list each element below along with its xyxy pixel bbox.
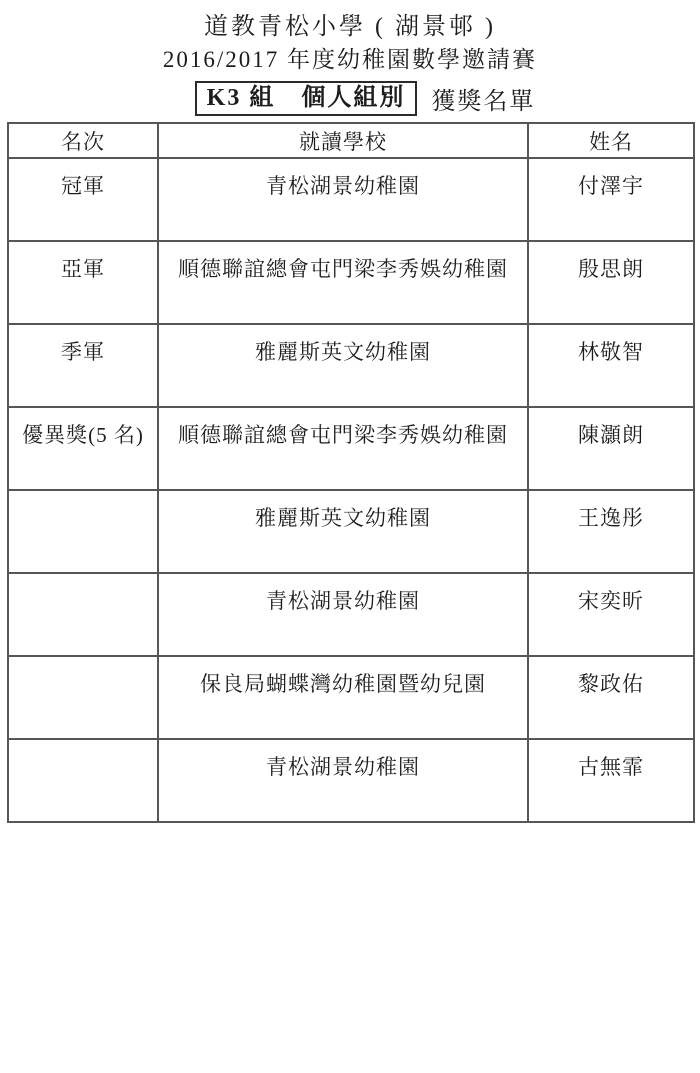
school-title: 道教青松小學 ( 湖景邨 ) xyxy=(204,14,496,40)
school-cell: 青松湖景幼稚園 xyxy=(158,573,528,656)
group-heading-row xyxy=(15,80,700,116)
awards-table xyxy=(7,122,695,823)
table-row xyxy=(8,324,694,407)
rank-cell: 季軍 xyxy=(8,324,158,407)
school-cell: 青松湖景幼稚園 xyxy=(158,158,528,241)
rank-cell: 冠軍 xyxy=(8,158,158,241)
column-header-rank: 名次 xyxy=(8,123,158,158)
table-row xyxy=(8,158,694,241)
table-row xyxy=(8,656,694,739)
name-cell: 陳灝朗 xyxy=(528,407,694,490)
rank-cell xyxy=(8,490,158,573)
table-row xyxy=(8,241,694,324)
name-cell: 宋奕昕 xyxy=(528,573,694,656)
event-title: 2016/2017 年度幼稚園數學邀請賽 xyxy=(162,47,538,72)
school-cell: 青松湖景幼稚園 xyxy=(158,739,528,822)
name-cell: 林敬智 xyxy=(528,324,694,407)
rank-cell: 亞軍 xyxy=(8,241,158,324)
school-cell: 雅麗斯英文幼稚園 xyxy=(158,490,528,573)
name-cell: 王逸彤 xyxy=(528,490,694,573)
column-header-name: 姓名 xyxy=(528,123,694,158)
name-cell: 殷思朗 xyxy=(528,241,694,324)
table-header-row xyxy=(8,123,694,158)
column-header-school: 就讀學校 xyxy=(158,123,528,158)
table-row xyxy=(8,490,694,573)
name-cell: 古無霏 xyxy=(528,739,694,822)
school-cell: 雅麗斯英文幼稚園 xyxy=(158,324,528,407)
table-row xyxy=(8,407,694,490)
award-list-label: 獲獎名單 xyxy=(431,88,536,115)
school-cell: 順德聯誼總會屯門梁李秀娛幼稚園 xyxy=(158,241,528,324)
rank-cell: 優異獎(5 名) xyxy=(8,407,158,490)
table-row xyxy=(8,573,694,656)
group-badge: K3 組 個人組別 xyxy=(195,81,418,116)
rank-cell xyxy=(8,573,158,656)
table-row xyxy=(8,739,694,822)
rank-cell xyxy=(8,739,158,822)
rank-cell xyxy=(8,656,158,739)
school-cell: 保良局蝴蝶灣幼稚園暨幼兒園 xyxy=(158,656,528,739)
name-cell: 付澤宇 xyxy=(528,158,694,241)
name-cell: 黎政佑 xyxy=(528,656,694,739)
school-cell: 順德聯誼總會屯門梁李秀娛幼稚園 xyxy=(158,407,528,490)
document-header xyxy=(0,0,700,116)
